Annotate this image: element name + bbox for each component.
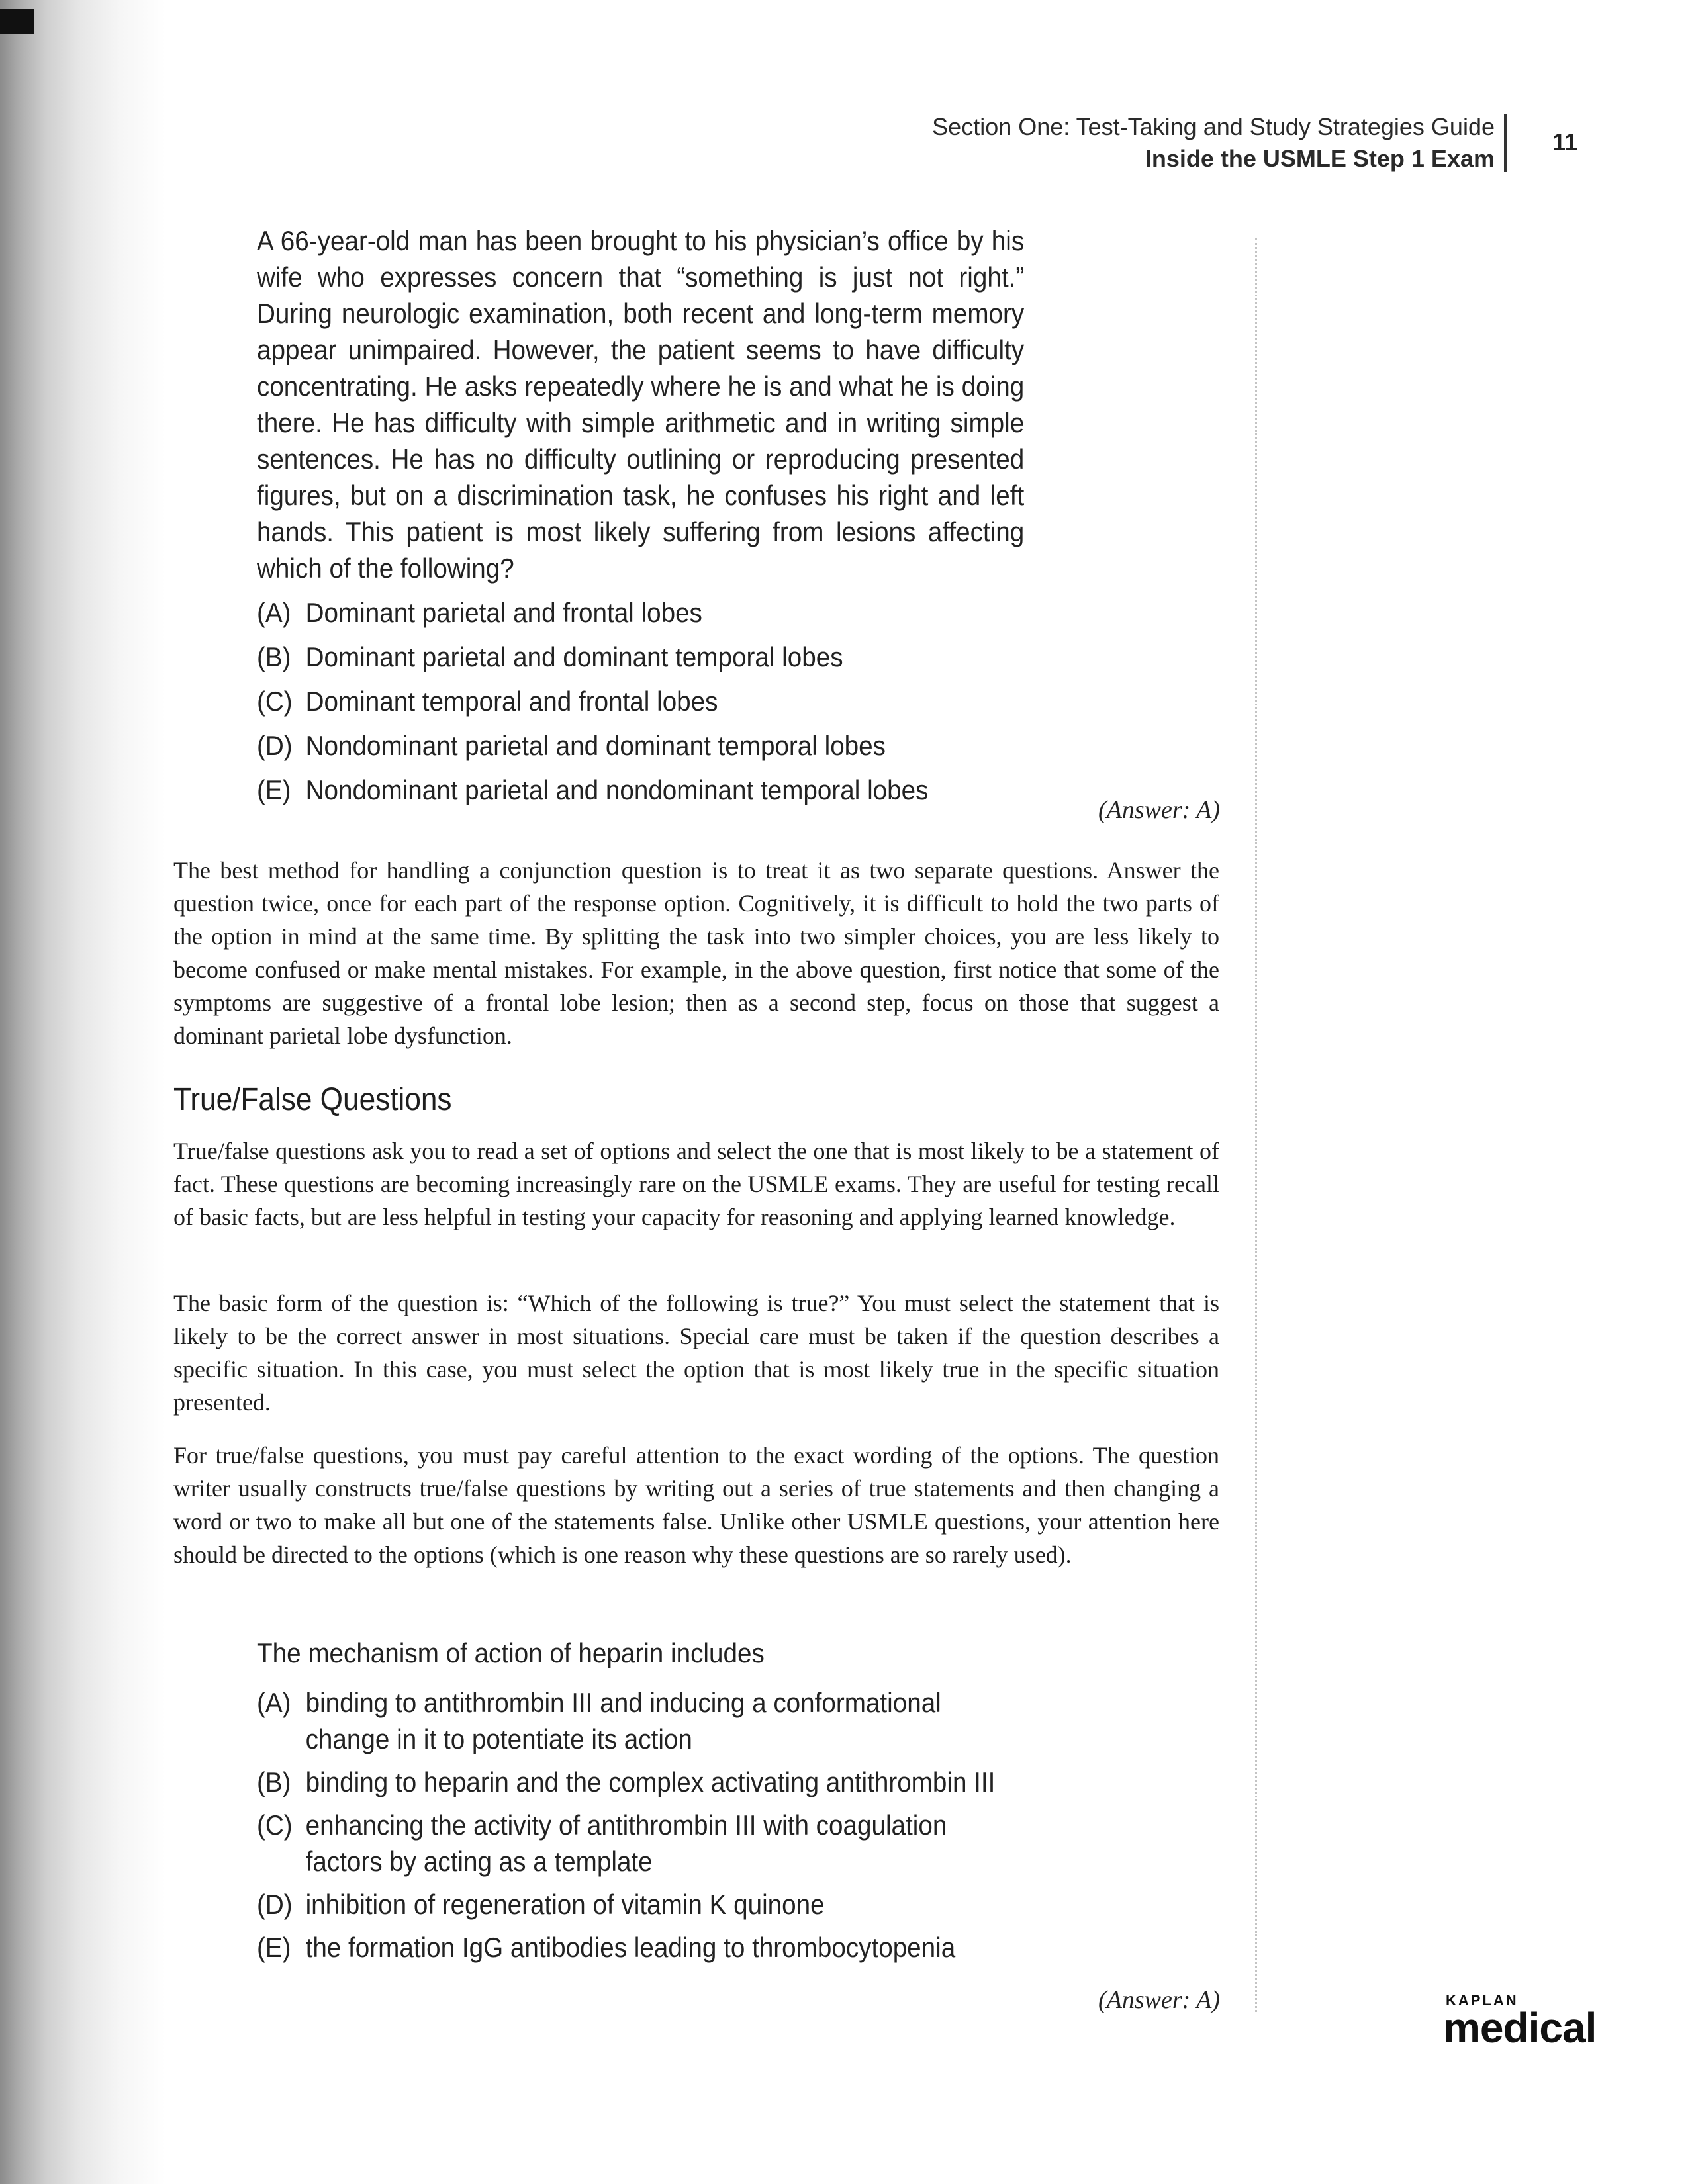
option-letter: (E): [257, 774, 291, 805]
conjunction-paragraph: The best method for handling a conjunction question is to treat it as two separate questions. Answer the question twice, once for each part of the response option. Cognitively, it is difficult to hold the two parts of the option in mind at the same time. By splitting the task into two simpler choices, you are less likely to become confused or make mental mistakes. For example, in the above question, first notice that some of the symptoms are suggestive of a frontal lobe lesion; then as a second step, focus on those that suggest a dominant parietal lobe dysfunction.: [173, 857, 1219, 1049]
option-a: [257, 1684, 1024, 1757]
truefalse-paragraph-2: The basic form of the question is: “Which of the following is true?” You must select the statement that is likely to be the correct answer in most situations. Special care must be taken if the question describes a specific situation. In this case, you must select the option that is most likely true in the specific situation presented.: [173, 1290, 1219, 1416]
option-d: [257, 1886, 1024, 1923]
page-number: 11: [1552, 128, 1578, 156]
conjunction-paragraph-block: [173, 854, 1219, 1052]
scan-shadow: [0, 0, 165, 2184]
truefalse-paragraph-3: For true/false questions, you must pay careful attention to the exact wording of the options. The question writer usually constructs true/false questions by writing out a series of true statements and then changing a word or two to make all but one of the statements false. Unlike other USMLE questions, your attention here should be directed to the options (which is one reason why these questions are so rarely used).: [173, 1442, 1219, 1568]
header-divider: [1504, 114, 1507, 172]
truefalse-paragraph-1: True/false questions ask you to read a set of options and select the one that is most likely to be a statement of fact. These questions are becoming increasingly rare on the USMLE exams. They are useful for testing recall of basic facts, but are less helpful in testing your capacity for reasoning and applying learned knowledge.: [173, 1138, 1219, 1230]
truefalse-paragraph-1-block: [173, 1134, 1219, 1234]
option-text: Dominant parietal and frontal lobes: [305, 597, 702, 628]
margin-dotted-rule: [1255, 238, 1257, 2012]
question-1-stem: A 66-year-old man has been brought to his physician’s office by his wife who expresses concern that “something is just not right.” During neurologic examination, both recent and long-term memory appear unimpaired. However, the patient seems to have difficulty concentrating. He asks repeatedly where he is and what he is doing there. He has difficulty with simple arithmetic and in writing simple sentences. He has no difficulty outlining or reproducing presented figures, but on a discrimination task, he confuses his right and left hands. This patient is most likely suffering from lesions affecting which of the following?: [257, 225, 1025, 584]
option-letter: (C): [257, 1809, 293, 1841]
option-d: [257, 727, 1024, 764]
option-letter: (D): [257, 730, 293, 761]
option-e: [257, 1929, 1024, 1966]
section-heading: True/False Questions: [173, 1082, 452, 1117]
logo-medical: medical: [1443, 2004, 1597, 2052]
option-letter: (C): [257, 686, 293, 717]
option-text: Nondominant parietal and dominant temporal lobes: [305, 730, 886, 761]
running-header: [932, 111, 1495, 175]
section-title: Section One: Test-Taking and Study Strategies Guide: [932, 113, 1495, 140]
option-letter: (E): [257, 1932, 291, 1963]
option-text: the formation IgG antibodies leading to thrombocytopenia: [305, 1932, 956, 1963]
question-1: [257, 222, 1024, 808]
option-letter: (A): [257, 1687, 291, 1718]
question-2: [257, 1635, 1024, 1966]
option-letter: (B): [257, 1766, 291, 1797]
option-b: [257, 1764, 1024, 1800]
truefalse-paragraph-3-block: [173, 1439, 1219, 1571]
answer-2: (Answer: A): [1098, 1986, 1220, 2014]
chapter-title: Inside the USMLE Step 1 Exam: [1145, 145, 1495, 172]
option-a: [257, 594, 1024, 631]
logo-kaplan: KAPLAN: [1446, 1992, 1519, 2009]
option-text: binding to antithrombin III and inducing a conformational change in it to potentiate its action: [305, 1687, 941, 1754]
option-text: Dominant parietal and dominant temporal lobes: [305, 641, 843, 672]
option-e: [257, 772, 1024, 808]
option-c: [257, 683, 1024, 719]
question-2-stem: The mechanism of action of heparin includes: [257, 1637, 765, 1668]
option-text: Dominant temporal and frontal lobes: [305, 686, 718, 717]
option-letter: (B): [257, 641, 291, 672]
option-text: binding to heparin and the complex activating antithrombin III: [305, 1766, 996, 1797]
publisher-logo: [1443, 1992, 1597, 2052]
truefalse-paragraph-2-block: [173, 1287, 1219, 1419]
option-text: Nondominant parietal and nondominant temporal lobes: [305, 774, 929, 805]
option-letter: (A): [257, 597, 291, 628]
corner-mark: [0, 9, 34, 34]
option-c: [257, 1807, 1024, 1880]
option-text: inhibition of regeneration of vitamin K quinone: [305, 1889, 825, 1920]
option-b: [257, 639, 1024, 675]
question-2-options: [257, 1684, 1024, 1966]
answer-1: (Answer: A): [1098, 796, 1220, 824]
option-text: enhancing the activity of antithrombin III with coagulation factors by acting as a template: [305, 1809, 947, 1877]
question-1-options: [257, 594, 1024, 808]
option-letter: (D): [257, 1889, 293, 1920]
